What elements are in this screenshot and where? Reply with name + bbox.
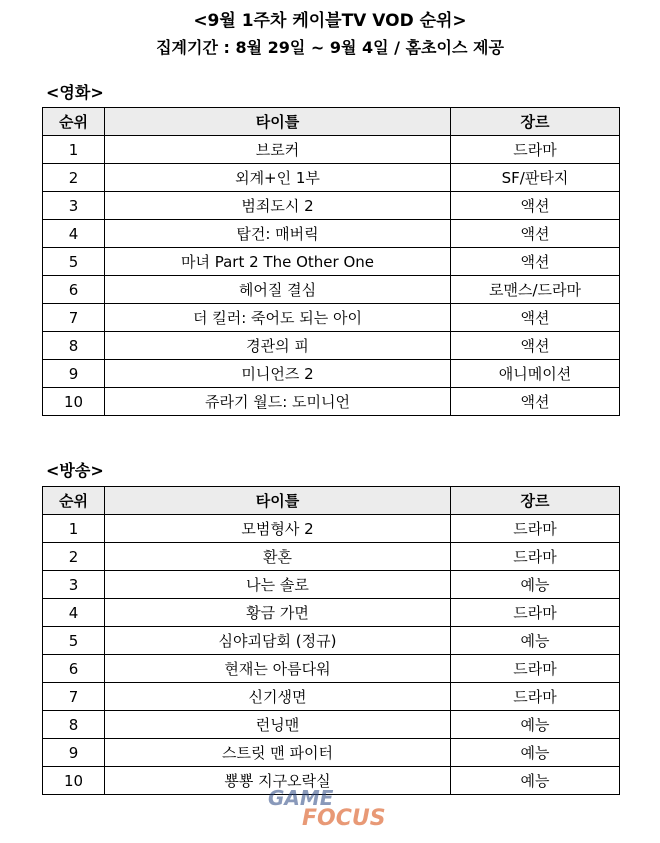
title-cell: 범죄도시 2 — [105, 192, 451, 220]
title-cell: 브로커 — [105, 136, 451, 164]
title-cell: 더 킬러: 죽어도 되는 아이 — [105, 304, 451, 332]
rank-cell: 8 — [43, 711, 105, 739]
title-cell: 심야괴담회 (정규) — [105, 627, 451, 655]
rank-cell: 10 — [43, 388, 105, 416]
title-cell: 미니언즈 2 — [105, 360, 451, 388]
genre-cell: SF/판타지 — [451, 164, 620, 192]
title-cell: 황금 가면 — [105, 599, 451, 627]
genre-cell: 액션 — [451, 248, 620, 276]
title-cell: 런닝맨 — [105, 711, 451, 739]
rank-cell: 2 — [43, 543, 105, 571]
table-header-row — [43, 487, 620, 515]
genre-cell: 액션 — [451, 304, 620, 332]
table-row — [43, 711, 620, 739]
genre-cell: 애니메이션 — [451, 360, 620, 388]
section-label-movie: <영화> — [46, 83, 104, 102]
title-cell: 뿅뿅 지구오락실 — [105, 767, 451, 795]
title-cell: 신기생면 — [105, 683, 451, 711]
table-row — [43, 248, 620, 276]
title-cell: 스트릿 맨 파이터 — [105, 739, 451, 767]
rank-cell: 6 — [43, 276, 105, 304]
genre-cell: 드라마 — [451, 136, 620, 164]
genre-cell: 드라마 — [451, 543, 620, 571]
column-header-rank: 순위 — [43, 108, 105, 136]
genre-cell: 예능 — [451, 571, 620, 599]
genre-cell: 드라마 — [451, 599, 620, 627]
table-row — [43, 683, 620, 711]
rank-cell: 6 — [43, 655, 105, 683]
table-row — [43, 192, 620, 220]
title-cell: 헤어질 결심 — [105, 276, 451, 304]
table-row — [43, 571, 620, 599]
title-cell: 경관의 피 — [105, 332, 451, 360]
genre-cell: 예능 — [451, 711, 620, 739]
watermark-line1: GAME — [268, 786, 334, 810]
rank-cell: 7 — [43, 683, 105, 711]
watermark-line2: FOCUS — [302, 806, 386, 831]
genre-cell: 예능 — [451, 739, 620, 767]
column-header-rank: 순위 — [43, 487, 105, 515]
rank-cell: 10 — [43, 767, 105, 795]
genre-cell: 액션 — [451, 388, 620, 416]
table-row — [43, 655, 620, 683]
table-row — [43, 332, 620, 360]
title-cell: 쥬라기 월드: 도미니언 — [105, 388, 451, 416]
section-label-broadcast: <방송> — [46, 461, 104, 480]
rank-cell: 3 — [43, 571, 105, 599]
table-row — [43, 360, 620, 388]
rank-cell: 9 — [43, 739, 105, 767]
column-header-genre: 장르 — [451, 108, 620, 136]
table-row — [43, 136, 620, 164]
title-cell: 마녀 Part 2 The Other One — [105, 248, 451, 276]
genre-cell: 액션 — [451, 332, 620, 360]
page-title: <9월 1주차 케이블TV VOD 순위> — [193, 11, 467, 31]
genre-cell: 예능 — [451, 627, 620, 655]
genre-cell: 액션 — [451, 192, 620, 220]
page-subtitle: 집계기간 : 8월 29일 ~ 9월 4일 / 홈초이스 제공 — [156, 38, 504, 57]
table-row — [43, 164, 620, 192]
rank-cell: 7 — [43, 304, 105, 332]
table-row — [43, 304, 620, 332]
table-row — [43, 543, 620, 571]
table-row — [43, 220, 620, 248]
rank-cell: 8 — [43, 332, 105, 360]
rank-cell: 5 — [43, 248, 105, 276]
genre-cell: 드라마 — [451, 655, 620, 683]
title-cell: 환혼 — [105, 543, 451, 571]
rank-cell: 4 — [43, 220, 105, 248]
rank-cell: 1 — [43, 515, 105, 543]
table-row — [43, 388, 620, 416]
genre-cell: 예능 — [451, 767, 620, 795]
column-header-genre: 장르 — [451, 487, 620, 515]
broadcast-ranking-table — [42, 486, 620, 795]
title-cell: 모범형사 2 — [105, 515, 451, 543]
table-row — [43, 767, 620, 795]
rank-cell: 1 — [43, 136, 105, 164]
genre-cell: 드라마 — [451, 515, 620, 543]
table-row — [43, 276, 620, 304]
title-cell: 나는 솔로 — [105, 571, 451, 599]
title-cell: 외계+인 1부 — [105, 164, 451, 192]
rank-cell: 2 — [43, 164, 105, 192]
rank-cell: 3 — [43, 192, 105, 220]
table-header-row — [43, 108, 620, 136]
table-row — [43, 627, 620, 655]
genre-cell: 액션 — [451, 220, 620, 248]
genre-cell: 로맨스/드라마 — [451, 276, 620, 304]
table-row — [43, 599, 620, 627]
title-cell: 탑건: 매버릭 — [105, 220, 451, 248]
rank-cell: 5 — [43, 627, 105, 655]
title-cell: 현재는 아름다워 — [105, 655, 451, 683]
column-header-title: 타이틀 — [105, 108, 451, 136]
column-header-title: 타이틀 — [105, 487, 451, 515]
table-row — [43, 739, 620, 767]
movie-ranking-table — [42, 107, 620, 416]
genre-cell: 드라마 — [451, 683, 620, 711]
rank-cell: 4 — [43, 599, 105, 627]
rank-cell: 9 — [43, 360, 105, 388]
table-row — [43, 515, 620, 543]
